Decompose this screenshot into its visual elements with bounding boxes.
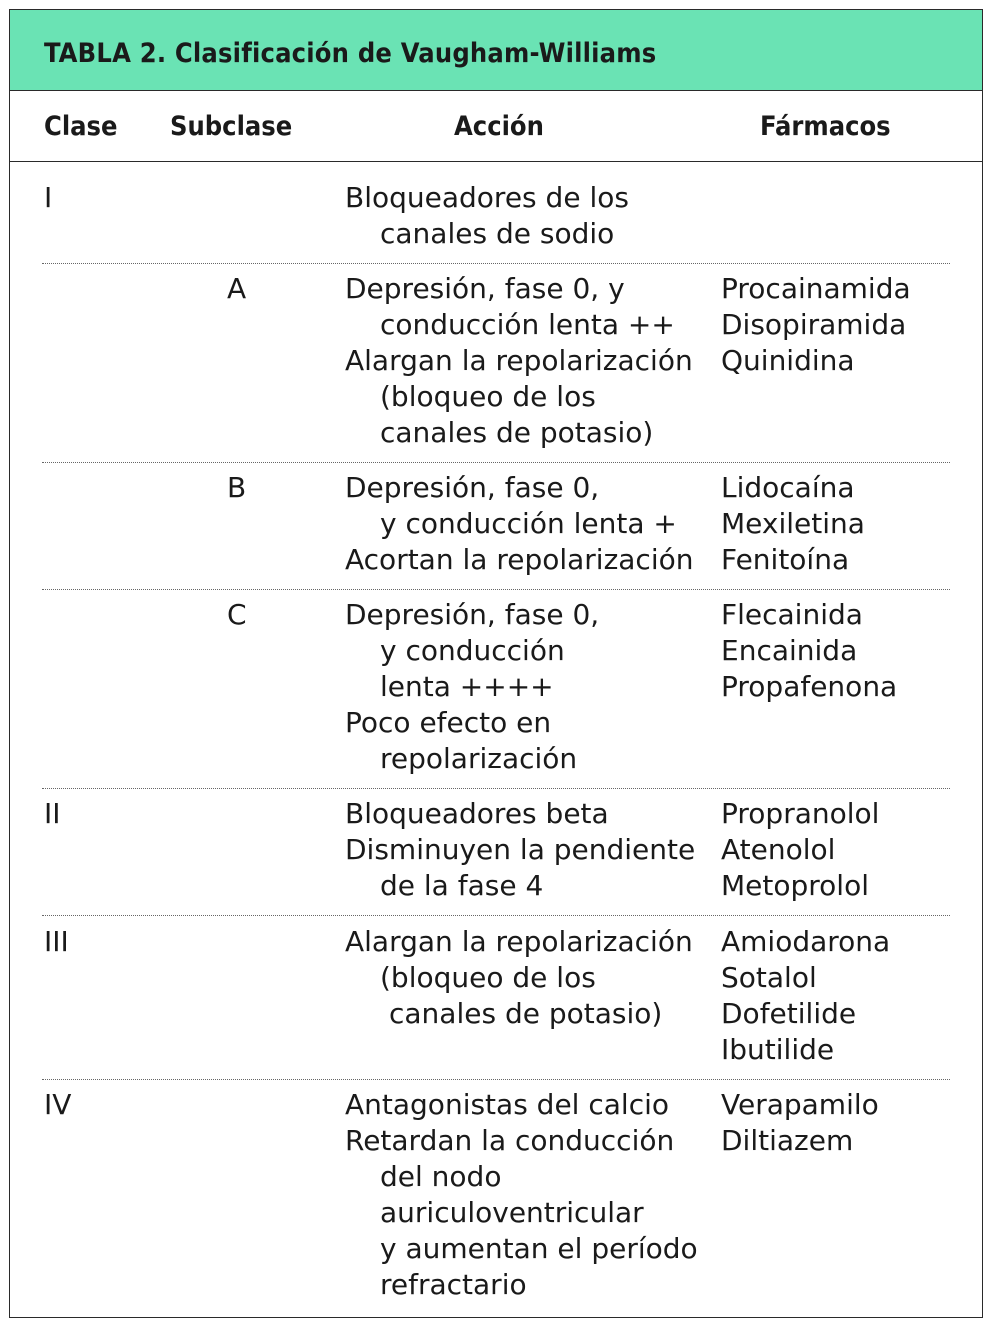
farmaco-item: Quinidina xyxy=(721,344,855,377)
farmaco-item: Disopiramida xyxy=(721,308,907,341)
accion-line: y conducción xyxy=(380,634,565,667)
row-divider xyxy=(42,263,950,264)
accion-line: del nodo xyxy=(380,1160,502,1193)
accion-line: canales de potasio) xyxy=(380,416,654,449)
accion-line: canales de potasio) xyxy=(389,997,663,1030)
row-divider xyxy=(42,788,950,789)
row-divider xyxy=(42,462,950,463)
accion-line: auriculoventricular xyxy=(380,1196,644,1229)
table-title: TABLA 2. Clasificación de Vaugham-Williams xyxy=(44,38,657,69)
cell-accion xyxy=(345,1087,698,1303)
cell-subclase: A xyxy=(227,272,247,305)
cell-clase: II xyxy=(44,797,61,830)
cell-accion xyxy=(345,597,599,777)
header-clase: Clase xyxy=(44,111,118,142)
accion-line: Depresión, fase 0, xyxy=(345,598,600,631)
row-divider xyxy=(42,915,950,916)
cell-subclase: B xyxy=(227,471,247,504)
farmaco-item: Fenitoína xyxy=(721,543,850,576)
accion-line: conducción lenta ++ xyxy=(380,308,675,341)
farmaco-item: Propranolol xyxy=(721,797,880,830)
accion-line: Depresión, fase 0, y xyxy=(345,272,625,305)
farmaco-item: Diltiazem xyxy=(721,1124,854,1157)
cell-clase: I xyxy=(44,181,53,214)
accion-line: lenta ++++ xyxy=(380,670,554,703)
cell-farmacos xyxy=(721,924,890,1068)
farmaco-item: Mexiletina xyxy=(721,507,865,540)
accion-line: de la fase 4 xyxy=(380,869,544,902)
accion-line: Bloqueadores beta xyxy=(345,797,609,830)
farmaco-item: Atenolol xyxy=(721,833,836,866)
farmaco-item: Amiodarona xyxy=(721,925,891,958)
farmaco-item: Metoprolol xyxy=(721,869,869,902)
cell-accion xyxy=(345,271,693,451)
cell-accion xyxy=(345,796,695,904)
accion-line: Acortan la repolarización xyxy=(345,543,694,576)
table-title-bar xyxy=(10,10,982,91)
cell-clase: III xyxy=(44,925,69,958)
accion-line: (bloqueo de los xyxy=(380,380,596,413)
cell-farmacos xyxy=(721,1087,879,1159)
cell-accion xyxy=(345,180,629,252)
cell-subclase: C xyxy=(227,598,247,631)
header-accion: Acción xyxy=(454,111,544,142)
farmaco-item: Dofetilide xyxy=(721,997,857,1030)
accion-line: y aumentan el período xyxy=(380,1232,698,1265)
accion-line: refractario xyxy=(380,1268,527,1301)
farmaco-item: Procainamida xyxy=(721,272,911,305)
farmaco-item: Encainida xyxy=(721,634,858,667)
cell-farmacos xyxy=(721,470,865,578)
cell-accion xyxy=(345,924,693,1032)
cell-farmacos xyxy=(721,271,911,379)
cell-accion xyxy=(345,470,693,578)
accion-line: Retardan la conducción xyxy=(345,1124,675,1157)
accion-line: (bloqueo de los xyxy=(380,961,596,994)
farmaco-item: Verapamilo xyxy=(721,1088,879,1121)
cell-farmacos xyxy=(721,796,879,904)
accion-line: canales de sodio xyxy=(380,217,615,250)
cell-clase: IV xyxy=(44,1088,72,1121)
farmaco-item: Propafenona xyxy=(721,670,898,703)
table-header-row xyxy=(10,91,982,162)
accion-line: Bloqueadores de los xyxy=(345,181,629,214)
farmaco-item: Sotalol xyxy=(721,961,817,994)
header-farmacos: Fármacos xyxy=(760,111,891,142)
accion-line: repolarización xyxy=(380,742,578,775)
header-subclase: Subclase xyxy=(170,111,293,142)
farmaco-item: Lidocaína xyxy=(721,471,855,504)
farmaco-item: Flecainida xyxy=(721,598,863,631)
table-frame xyxy=(9,9,983,1318)
row-divider xyxy=(42,1079,950,1080)
accion-line: Poco efecto en xyxy=(345,706,552,739)
farmaco-item: Ibutilide xyxy=(721,1033,835,1066)
accion-line: Disminuyen la pendiente xyxy=(345,833,696,866)
cell-farmacos xyxy=(721,597,897,705)
accion-line: Antagonistas del calcio xyxy=(345,1088,669,1121)
accion-line: Alargan la repolarización xyxy=(345,925,693,958)
accion-line: y conducción lenta + xyxy=(380,507,677,540)
row-divider xyxy=(42,589,950,590)
accion-line: Depresión, fase 0, xyxy=(345,471,600,504)
accion-line: Alargan la repolarización xyxy=(345,344,693,377)
